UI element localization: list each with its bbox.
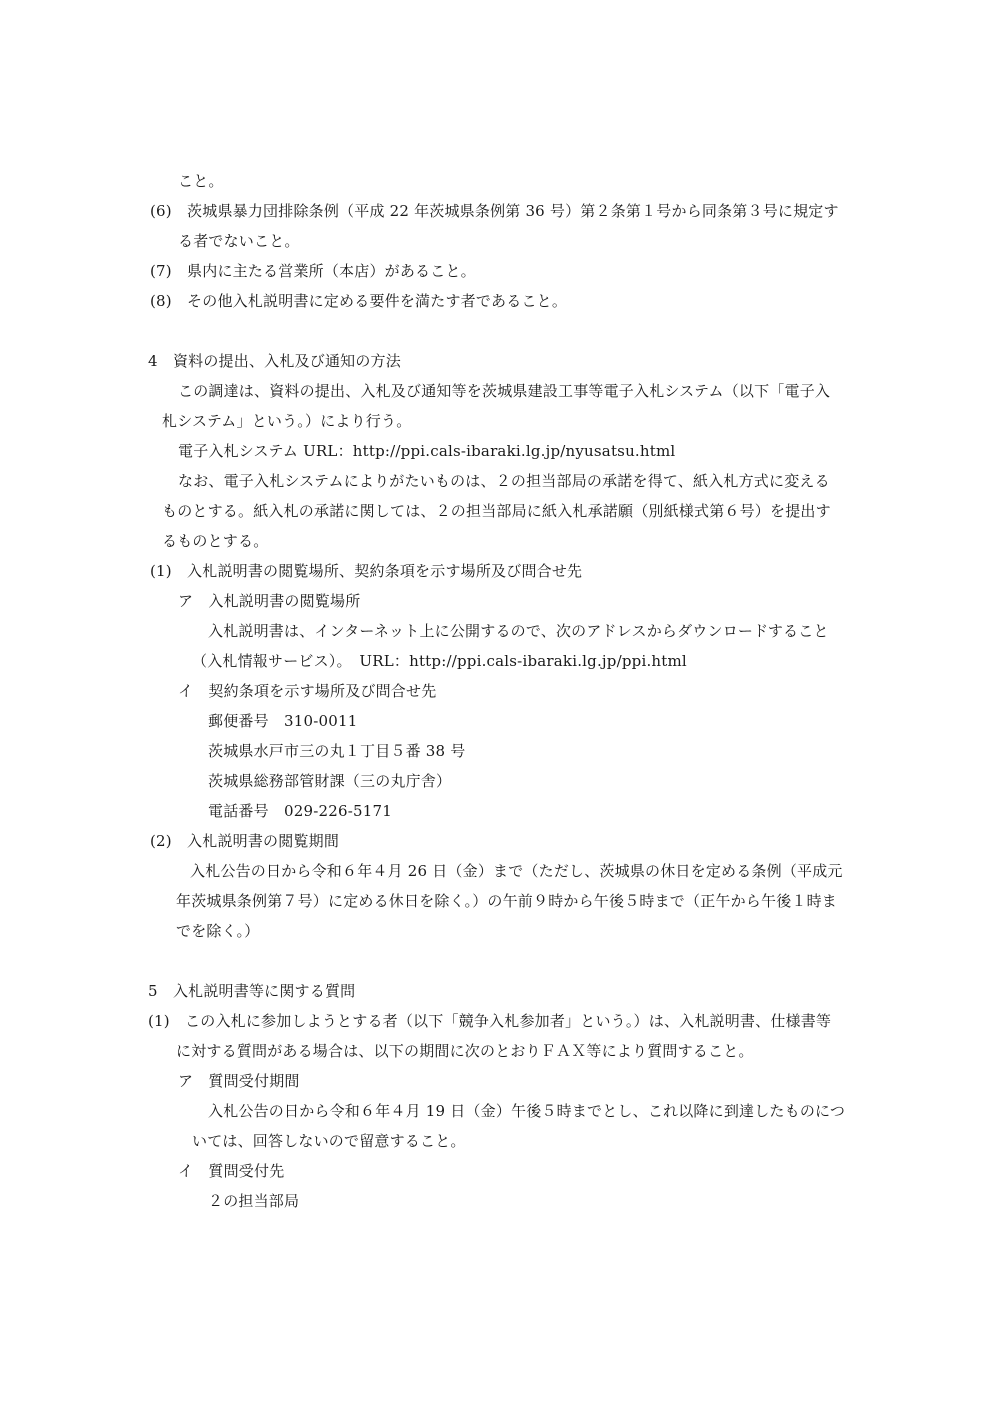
text-line: 入札公告の日から令和６年４月 26 日（金）まで（ただし、茨城県の休日を定める条例（平成元 xyxy=(190,862,843,880)
postal-code: 郵便番号 310-0011 xyxy=(208,712,358,730)
url-line: 電子入札システム URL：http://ppi.cals-ibaraki.lg.jp/nyusatsu.html xyxy=(178,442,676,460)
clause-8: (8) その他入札説明書に定める要件を満たす者であること。 xyxy=(150,292,568,310)
text-line: なお、電子入札システムによりがたいものは、２の担当部局の承諾を得て、紙入札方式に変える xyxy=(178,472,830,490)
text-line: この調達は、資料の提出、入札及び通知等を茨城県建設工事等電子入札システム（以下「電子入 xyxy=(178,382,831,400)
text-line: でを除く。） xyxy=(176,922,260,940)
text-line: こと。 xyxy=(178,172,224,190)
text-line: ２の担当部局 xyxy=(208,1192,300,1210)
section-5-heading: 5 入札説明書等に関する質問 xyxy=(148,982,356,1000)
clause-5-1: (1) この入札に参加しようとする者（以下「競争入札参加者」という。）は、入札説明書、仕様書等 xyxy=(148,1012,832,1030)
text-line: る者でないこと。 xyxy=(178,232,300,250)
text-line: に対する質問がある場合は、以下の期間に次のとおりＦＡＸ等により質問すること。 xyxy=(176,1042,754,1060)
text-line: 年茨城県条例第７号）に定める休日を除く。）の午前９時から午後５時まで（正午から午後１時ま xyxy=(176,892,838,910)
sub-item-i: イ 契約条項を示す場所及び問合せ先 xyxy=(178,682,437,700)
text-line: 入札公告の日から令和６年４月 19 日（金）午後５時までとし、これ以降に到達したものにつ xyxy=(208,1102,846,1120)
address: 茨城県水戸市三の丸１丁目５番 38 号 xyxy=(208,742,466,760)
section-4-heading: 4 資料の提出、入札及び通知の方法 xyxy=(148,352,401,370)
text-line: 札システム」という。）により行う。 xyxy=(162,412,412,430)
office-name: 茨城県総務部管財課（三の丸庁舎） xyxy=(208,772,452,790)
clause-7: (7) 県内に主たる営業所（本店）があること。 xyxy=(150,262,476,280)
text-line: 入札説明書は、インターネット上に公開するので、次のアドレスからダウンロードすること xyxy=(208,622,829,640)
text-line: いては、回答しないので留意すること。 xyxy=(192,1132,466,1150)
sub-item-a: ア 入札説明書の閲覧場所 xyxy=(178,592,361,610)
text-line: るものとする。 xyxy=(162,532,269,550)
text-line: ものとする。紙入札の承諾に関しては、２の担当部局に紙入札承諾願（別紙様式第６号）を提出す xyxy=(162,502,831,520)
sub-item-a: ア 質問受付期間 xyxy=(178,1072,300,1090)
clause-6: (6) 茨城県暴力団排除条例（平成 22 年茨城県条例第 36 号）第２条第１号から同条第３号に規定す xyxy=(150,202,839,220)
url-line: （入札情報サービス）。 URL：http://ppi.cals-ibaraki.lg.jp/ppi.html xyxy=(192,652,687,670)
phone-number: 電話番号 029-226-5171 xyxy=(208,802,392,820)
sub-item-i: イ 質問受付先 xyxy=(178,1162,285,1180)
clause-4-1: (1) 入札説明書の閲覧場所、契約条項を示す場所及び問合せ先 xyxy=(150,562,583,580)
clause-4-2: (2) 入札説明書の閲覧期間 xyxy=(150,832,340,850)
